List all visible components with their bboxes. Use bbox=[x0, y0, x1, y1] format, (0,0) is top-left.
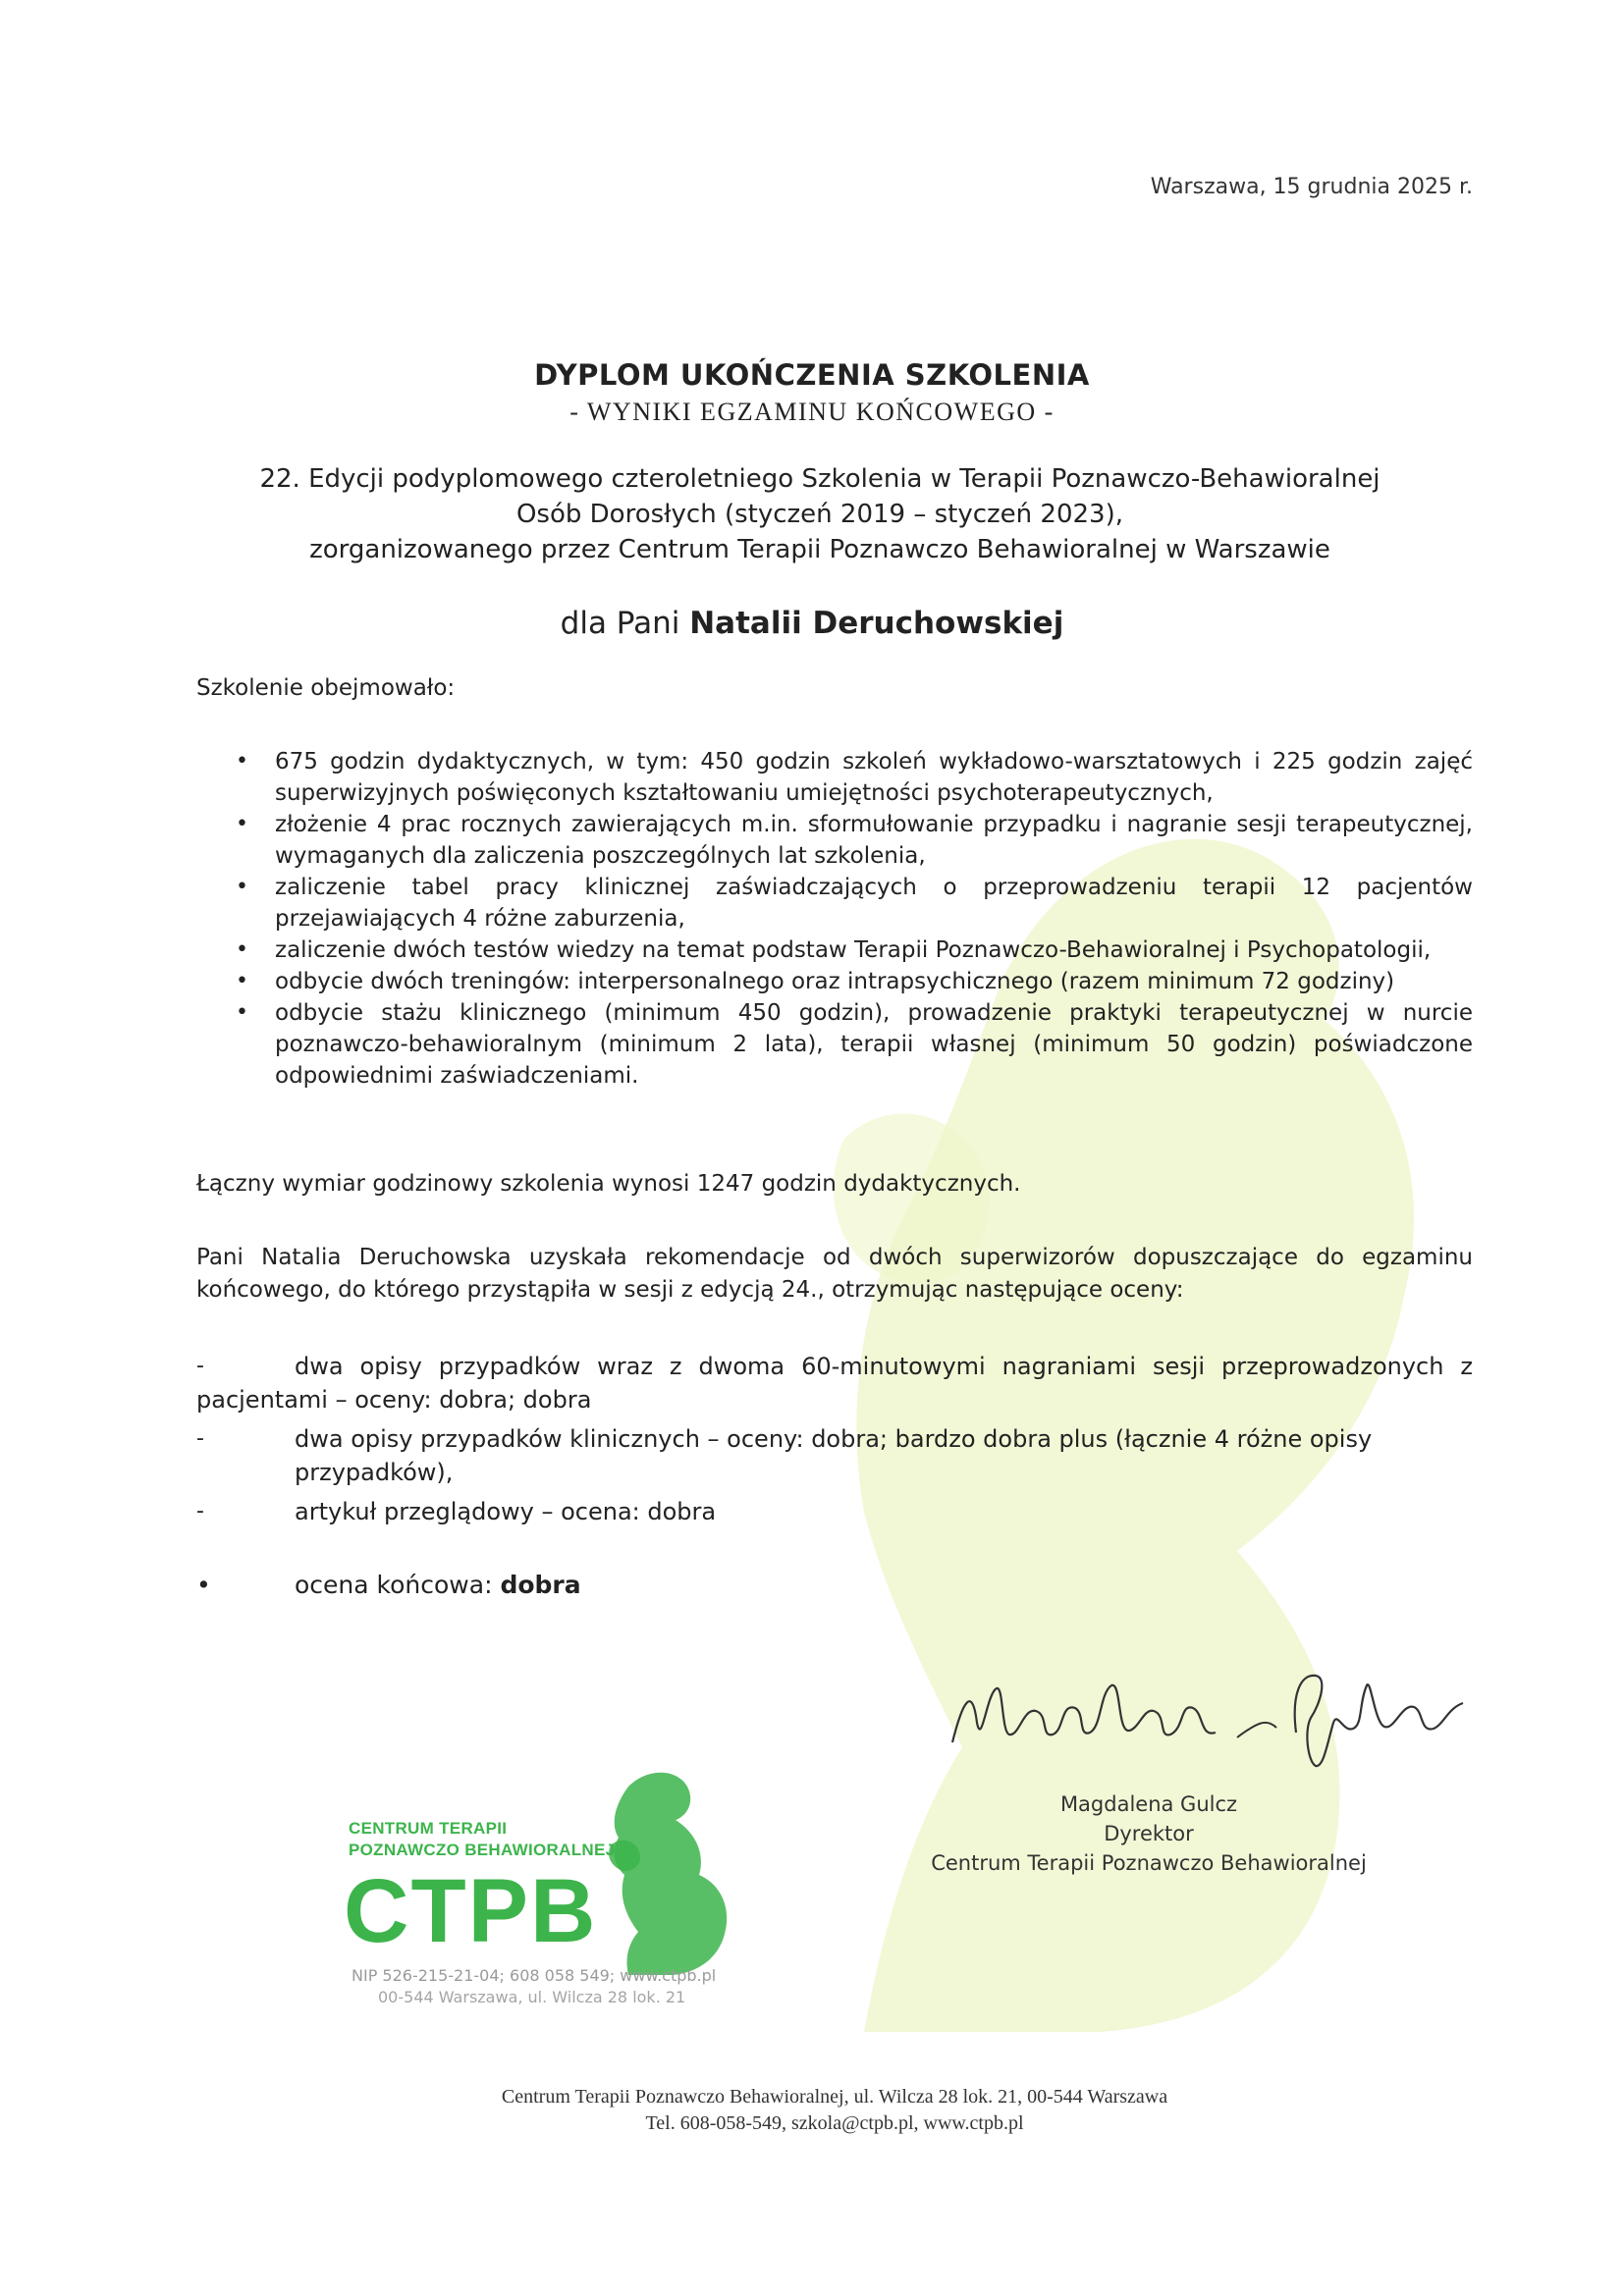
document-date: Warszawa, 15 grudnia 2025 r. bbox=[1150, 175, 1473, 199]
final-grade-label: ocena końcowa: bbox=[295, 1571, 493, 1599]
edition-line-2: Osób Dorosłych (styczeń 2019 – styczeń 2023), bbox=[515, 500, 1124, 529]
grade-item bbox=[196, 1350, 1473, 1416]
grades-list bbox=[196, 1350, 1473, 1534]
signer-role: Dyrektor bbox=[1104, 1822, 1194, 1845]
footer-contact: Tel. 608-058-549, szkola@ctpb.pl, www.ctpb.pl bbox=[645, 2112, 1024, 2134]
recommendation-paragraph: Pani Natalia Deruchowska uzyskała rekomendacje od dwóch superwizorów dopuszczające do egzaminu końcowego, do którego przystąpiła w sesji z edycją 24., otrzymując następujące oceny: bbox=[196, 1245, 1473, 1303]
recipient-name: Natalii Deruchowskiej bbox=[689, 606, 1064, 641]
grade-text: artykuł przeglądowy – ocena: dobra bbox=[295, 1498, 717, 1525]
stamp-text-line-2: POZNAWCZO BEHAWIORALNEJ bbox=[349, 1841, 616, 1859]
final-grade-marker: • bbox=[196, 1571, 211, 1599]
page-subtitle: - WYNIKI EGZAMINU KOŃCOWEGO - bbox=[569, 398, 1055, 426]
stamp-info-line-1: NIP 526-215-21-04; 608 058 549; www.ctpb.pl bbox=[352, 1966, 717, 1985]
signer-organization: Centrum Terapii Poznawczo Behawioralnej bbox=[931, 1851, 1367, 1875]
program-list bbox=[236, 746, 1473, 1092]
grade-item bbox=[196, 1495, 1473, 1528]
program-item: • 675 godzin dydaktycznych, w tym: 450 godzin szkoleń wykładowo-warsztatowych i 225 godzin zajęć superwizyjnych poświęconych kształtowaniu umiejętności psychoterapeutycznych, bbox=[236, 746, 1473, 809]
stamp-text-line-1: CENTRUM TERAPII bbox=[349, 1819, 508, 1838]
program-item: • zaliczenie tabel pracy klinicznej zaświadczających o przeprowadzeniu terapii 12 pacjentów przejawiających 4 różne zaburzenia, bbox=[236, 872, 1473, 934]
final-grade-value: dobra bbox=[500, 1571, 581, 1599]
page-title: DYPLOM UKOŃCZENIA SZKOLENIA bbox=[534, 358, 1090, 392]
stamp-info-line-2: 00-544 Warszawa, ul. Wilcza 28 lok. 21 bbox=[378, 1988, 686, 2006]
grade-item bbox=[196, 1422, 1473, 1489]
edition-line-1: 22. Edycji podyplomowego czteroletniego Szkolenia w Terapii Poznawczo-Behawioralnej bbox=[259, 464, 1380, 494]
recipient-line bbox=[0, 606, 1624, 641]
grade-marker: - bbox=[196, 1354, 204, 1378]
edition-description bbox=[177, 461, 1463, 567]
grade-text: dwa opisy przypadków wraz z dwoma 60-minutowymi nagraniami sesji przeprowadzonych z pacjentami – oceny: dobra; dobra bbox=[196, 1353, 1473, 1414]
signature-image bbox=[943, 1664, 1473, 1772]
program-intro: Szkolenie obejmowało: bbox=[196, 675, 456, 701]
program-item: • zaliczenie dwóch testów wiedzy na temat podstaw Terapii Poznawczo-Behawioralnej i Psychopatologii, bbox=[236, 934, 1473, 966]
stamp-logo: CTPB bbox=[344, 1861, 598, 1961]
grade-marker: - bbox=[196, 1426, 204, 1451]
grade-text: dwa opisy przypadków klinicznych – oceny: dobra; bardzo dobra plus (łącznie 4 różne opisy przypadków), bbox=[295, 1425, 1373, 1486]
signer-name: Magdalena Gulcz bbox=[1059, 1792, 1238, 1816]
grade-marker: - bbox=[196, 1499, 204, 1523]
edition-line-3: zorganizowanego przez Centrum Terapii Poznawczo Behawioralnej w Warszawie bbox=[309, 535, 1330, 564]
signer-block bbox=[884, 1789, 1414, 1878]
program-item: • odbycie dwóch treningów: interpersonalnego oraz intrapsychicznego (razem minimum 72 godziny) bbox=[236, 966, 1473, 997]
footer-address: Centrum Terapii Poznawczo Behawioralnej, ul. Wilcza 28 lok. 21, 00-544 Warszawa bbox=[501, 2086, 1168, 2108]
program-item: • odbycie stażu klinicznego (minimum 450 godzin), prowadzenie praktyki terapeutycznej w nurcie poznawczo-behawioralnym (minimum 2 lata), terapii własnej (minimum 50 godzin) poświadczone odpowiednimi zaświadczeniami. bbox=[236, 997, 1473, 1092]
recipient-prefix: dla Pani bbox=[560, 606, 680, 641]
total-hours: Łączny wymiar godzinowy szkolenia wynosi 1247 godzin dydaktycznych. bbox=[196, 1171, 1021, 1197]
program-item: • złożenie 4 prac rocznych zawierających m.in. sformułowanie przypadku i nagranie sesji terapeutycznej, wymaganych dla zaliczenia poszczególnych lat szkolenia, bbox=[236, 809, 1473, 872]
